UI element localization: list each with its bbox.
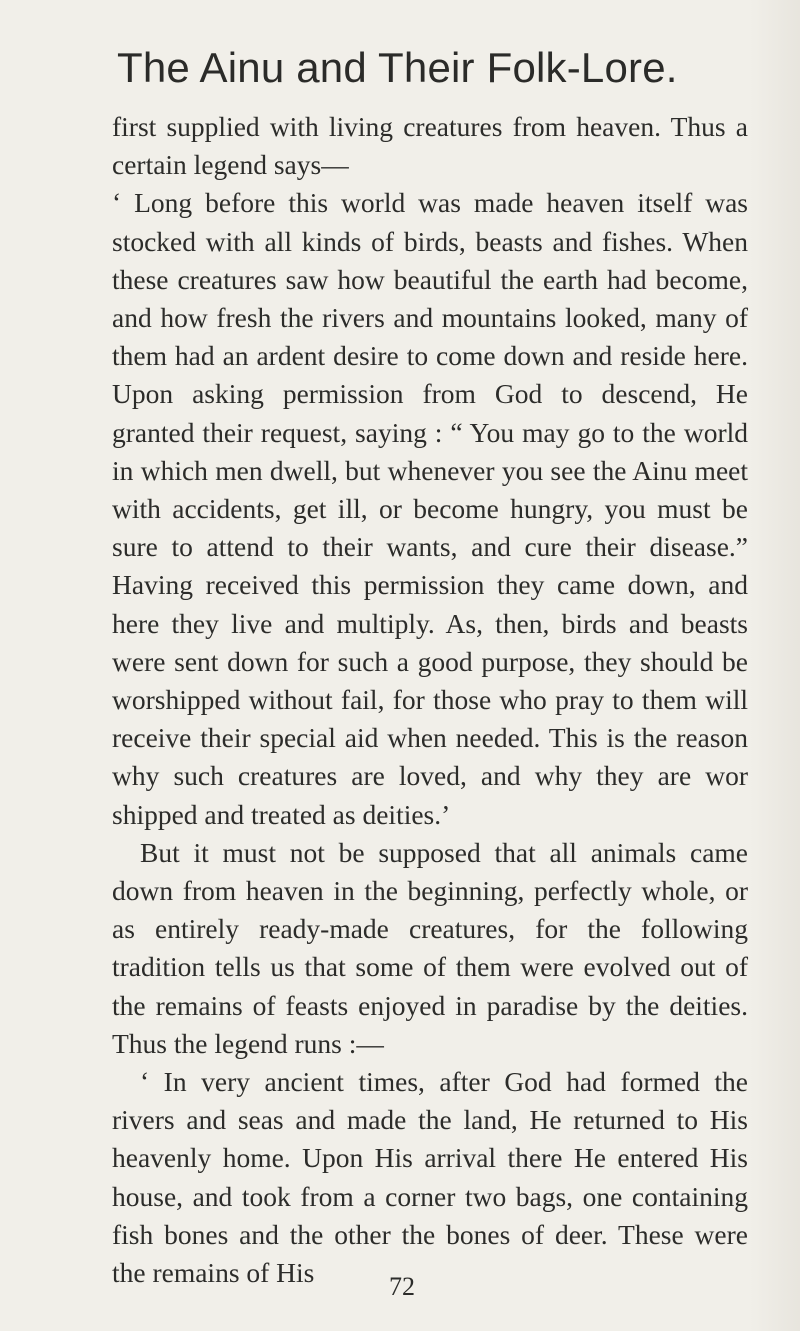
body-text bbox=[112, 108, 748, 1292]
paragraph-ancient-times: ‘ In very ancient times, after God had formed the rivers and seas and made the land, He returned to His heavenly home. Upon His arrival there He entered His house, and took from a corner two bags, one containing fish bones and the other the bones of deer. These were the remains of His bbox=[112, 1066, 748, 1289]
page-edge-shadow bbox=[750, 0, 800, 1331]
paragraph-legend-quote: ‘ Long before this world was made heaven itself was stocked with all kinds of birds, beasts and fishes. When these creatures saw how beautiful the earth had become, and how fresh the rivers and mountains looked, many of them had an ardent desire to come down and reside here. Upon asking permission from God to descend, He granted their request, saying : “ You may go to the world in which men dwell, but whenever you see the Ainu meet with accidents, get ill, or become hungry, you must be sure to attend to their wants, and cure their disease.” Having received this permission they came down, and here they live and multiply. As, then, birds and beasts were sent down for such a good purpose, they should be worshipped without fail, for those who pray to them will receive their special aid when needed. This is the reason why such creatures are loved, and why they are wor shipped and treated as deities.’ bbox=[112, 187, 748, 830]
page-number: 72 bbox=[389, 1272, 415, 1301]
paragraph-evolution: But it must not be supposed that all animals came down from heaven in the beginning, perfectly whole, or as entirely ready-made creatures, for the following tradition tells us that some of them were evolved out of the remains of feasts enjoyed in paradise by the deities. Thus the legend runs :— bbox=[112, 836, 748, 1059]
paragraph-continuation: first supplied with living creatures from heaven. Thus a certain legend says— bbox=[112, 111, 748, 181]
running-head: The Ainu and Their Folk-Lore. bbox=[117, 44, 678, 91]
